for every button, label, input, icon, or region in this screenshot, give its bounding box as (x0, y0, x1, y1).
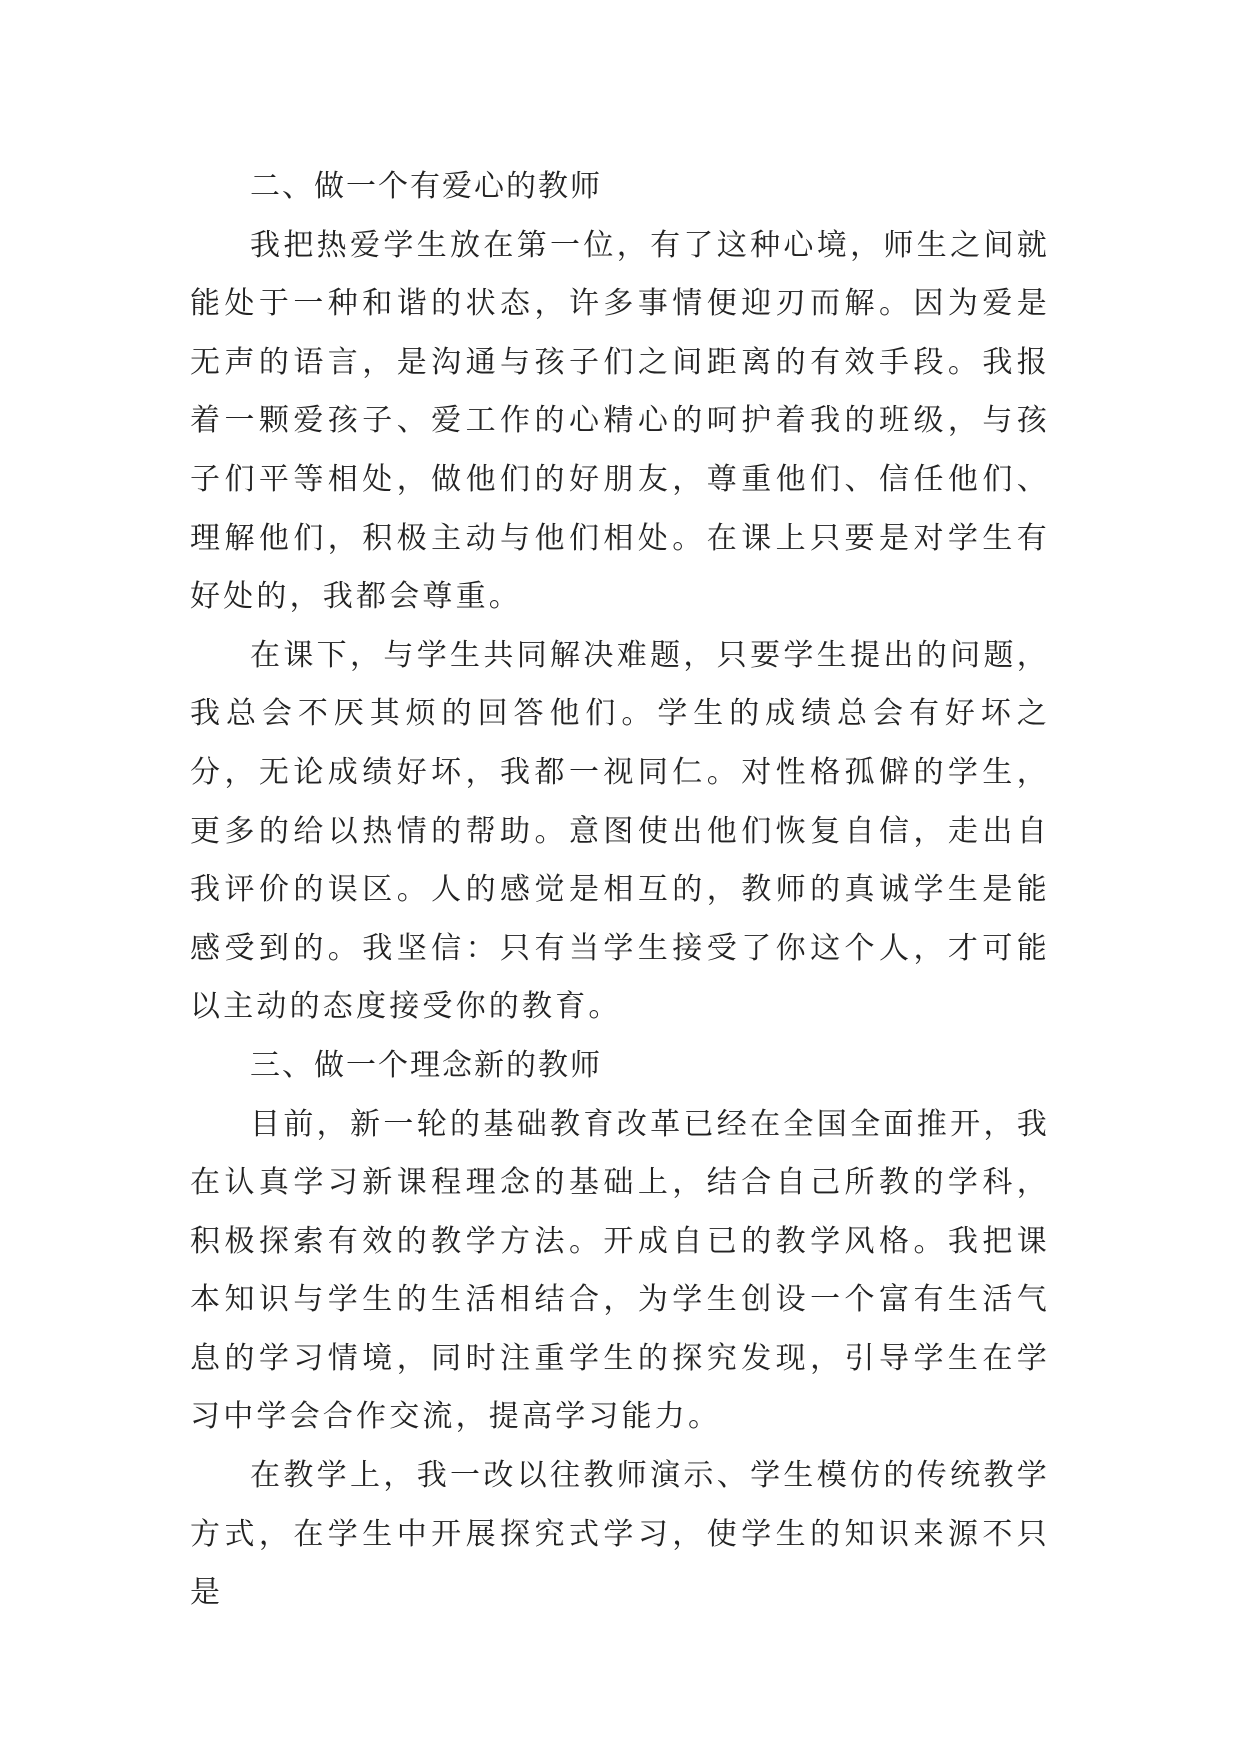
paragraph-education-reform: 目前，新一轮的基础教育改革已经在全国全面推开，我在认真学习新课程理念的基础上，结合自己所教的学科，积极探索有效的教学方法。开成自已的教学风格。我把课本知识与学生的生活相结合，为学生创设一个富有生活气息的学习情境，同时注重学生的探究发现，引导学生在学习中学会合作交流，提高学习能力。 (190, 1106, 1050, 1435)
section-heading-new-ideas: 三、做一个理念新的教师 (250, 1047, 602, 1083)
paragraph-after-class: 在课下，与学生共同解决难题，只要学生提出的问题，我总会不厌其烦的回答他们。学生的成绩总会有好坏之分，无论成绩好坏，我都一视同仁。对性格孤僻的学生，更多的给以热情的帮助。意图使出他们恢复自信，走出自我评价的误区。人的感觉是相互的，教师的真诚学生是能感受到的。我坚信：只有当学生接受了你这个人，才可能以主动的态度接受你的教育。 (190, 637, 1050, 1025)
paragraph-teaching-method: 在教学上，我一改以往教师演示、学生模仿的传统教学方式，在学生中开展探究式学习，使学生的知识来源不只是 (190, 1458, 1050, 1611)
paragraph-love-students: 我把热爱学生放在第一位，有了这种心境，师生之间就能处于一种和谐的状态，许多事情便迎刃而解。因为爱是无声的语言，是沟通与孩子们之间距离的有效手段。我报着一颗爱孩子、爱工作的心精心的呵护着我的班级，与孩子们平等相处，做他们的好朋友，尊重他们、信任他们、理解他们，积极主动与他们相处。在课上只要是对学生有好处的，我都会尊重。 (190, 227, 1050, 615)
document-body (190, 158, 1050, 1623)
section-heading-love: 二、做一个有爱心的教师 (250, 169, 602, 204)
